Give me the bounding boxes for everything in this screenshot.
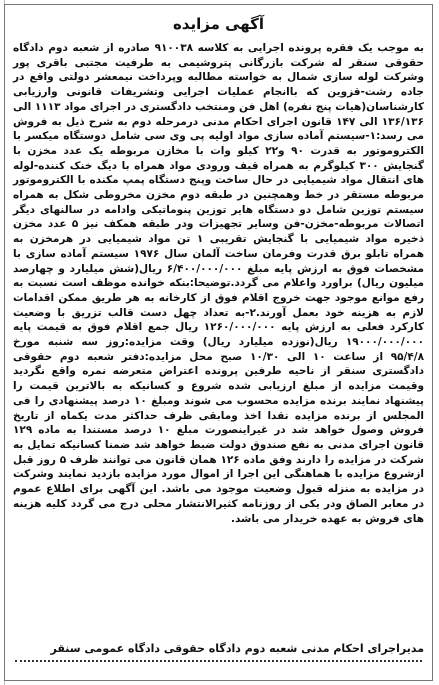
notice-signature: مدیراجرای احکام مدنی شعبه دوم دادگاه حقوقی دادگاه عمومی سنقر bbox=[50, 642, 424, 655]
auction-notice bbox=[4, 4, 433, 681]
notice-title: آگهی مزایده bbox=[172, 15, 265, 33]
notice-body: به موجب یک فقره پرونده اجرایی به کلاسه ۹۱۰۰۳۸ صادره از شعبه دوم دادگاه حقوقی سنقر له شرکت بازرگانی پتروشیمی به طرفیت مجتبی باقری پور وشرکت لوله سازی شمال به خواسته مطالبه وپرداخت نیمعشر دولتی واقع در جاده رشت-قزوین که باانجام عملیات اجرایی وتشریفات قانونی وارزیابی کارشناسان(هیات پنج نفره) اهل فن ومنتخب دادگستری در اجرای مواد ۱۱۱۳ الی ۱۳۶/۱۳۶ الی ۱۴۷ قانون اجرای احکام مدنی درمرحله دوم به شرح ذیل به فروش می رسد:۱-سیستم آماده سازی مواد اولیه پی وی سی شامل دوستگاه میکسر با الکتروموتور به قدرت ۹۰ و۲۲ کیلو وات با مخازن مربوطه یک عدد مخزن با گنجایش ۳۰۰ کیلوگرم به همراه قیف ورودی مواد همراه با دیگ خنک کننده-لوله های انتقال مواد شیمیایی در حال ساخت وپنج دستگاه پمپ مکنده با الکتروموتور مربوطه مستقر در خط وهمچنین در طبقه دوم مخزن مخروطی شکل به همراه سیستم توزین شامل دو دستگاه هایر توزین پنوماتیکی وادامه در سالنهای دیگر اتصالات مربوطه-مخزن-فن وسایر تجهیزات ودر طبقه همکف نیز ۵ عدد مخزن ذخیره مواد شیمیایی با گنجایش تقریبی ۱ تن مواد شیمیایی در هرمخزن به همراه تابلو برق قدرت وفرمان ساخت آلمان سال ۱۹۷۶ سیستم آماده سازی با مشخصات فوق به ارزش پایه مبلغ ۶/۴۰۰/۰۰۰/۰۰۰ ریال(شش میلیارد و چهارصد میلیون ریال) براورد واعلام می گردد.توضیحا:بنکه خوانده موظف است نسبت به رفع موانع موجود جهت خروج اقلام فوق از کارخانه به هر طریق ممکن اقدامات لازم به هزینه خود بعمل آورند.۲-به تعداد چهل دست قالب تزریق با وضعیت کارکرد فعلی به ارزش پایه ۱۲۶۰/۰۰۰/۰۰۰ ریال جمع اقلام فوق به قیمت پایه ۱۹۰۰۰/۰۰۰/۰۰۰ ریال(نوزده میلیارد ریال) وقت مزایده:روز سه شنبه مورخ ۹۵/۴/۸ از ساعت ۱۰ الی ۱۰/۳۰ صبح محل مزایده:دفتر شعبه دوم حقوقی دادگستری سنقر از ناحیه طرفین پرونده اعتراض متعرضه نمره واقع نگردید وقیمت مزایده از مبلغ ارزیابی شده شروع و کسانیکه به بالاترین قیمت را پیشنهاد نمایند برنده مزایده محسوب می شوند ومبلغ ۱۰ درصد پیشنهادی را فی المجلس از برنده مزایده نقدا اخذ ومابقی ظرف حداکثر مدت یکماه از تاریخ فروش وصول خواهد شد در غیراینصورت مبلغ ۱۰ درصد مستندا به ماده ۱۲۹ قانون اجرای مدنی به نفع صندوق دولت ضبط خواهد شد ضمنا کسانیکه تمایل به شرکت در مزایده را دارند وفق ماده ۱۲۶ همان قانون می توانند ظرف ۵ روز قبل ازشروع مزایده با هماهنگی این اجرا از اموال مورد مزایده بازدید نمایند وشرکت در مزایده به منزله قبول وضعیت موجود می باشد. این آگهی برای اطلاع عموم در معابر الصاق ودر یکی از روزنامه کثیرالانتشار محلی درج می گردد کلیه هزینه های فروش به عهده خریدار می باشد. bbox=[13, 42, 425, 525]
dotted-divider bbox=[15, 660, 422, 670]
